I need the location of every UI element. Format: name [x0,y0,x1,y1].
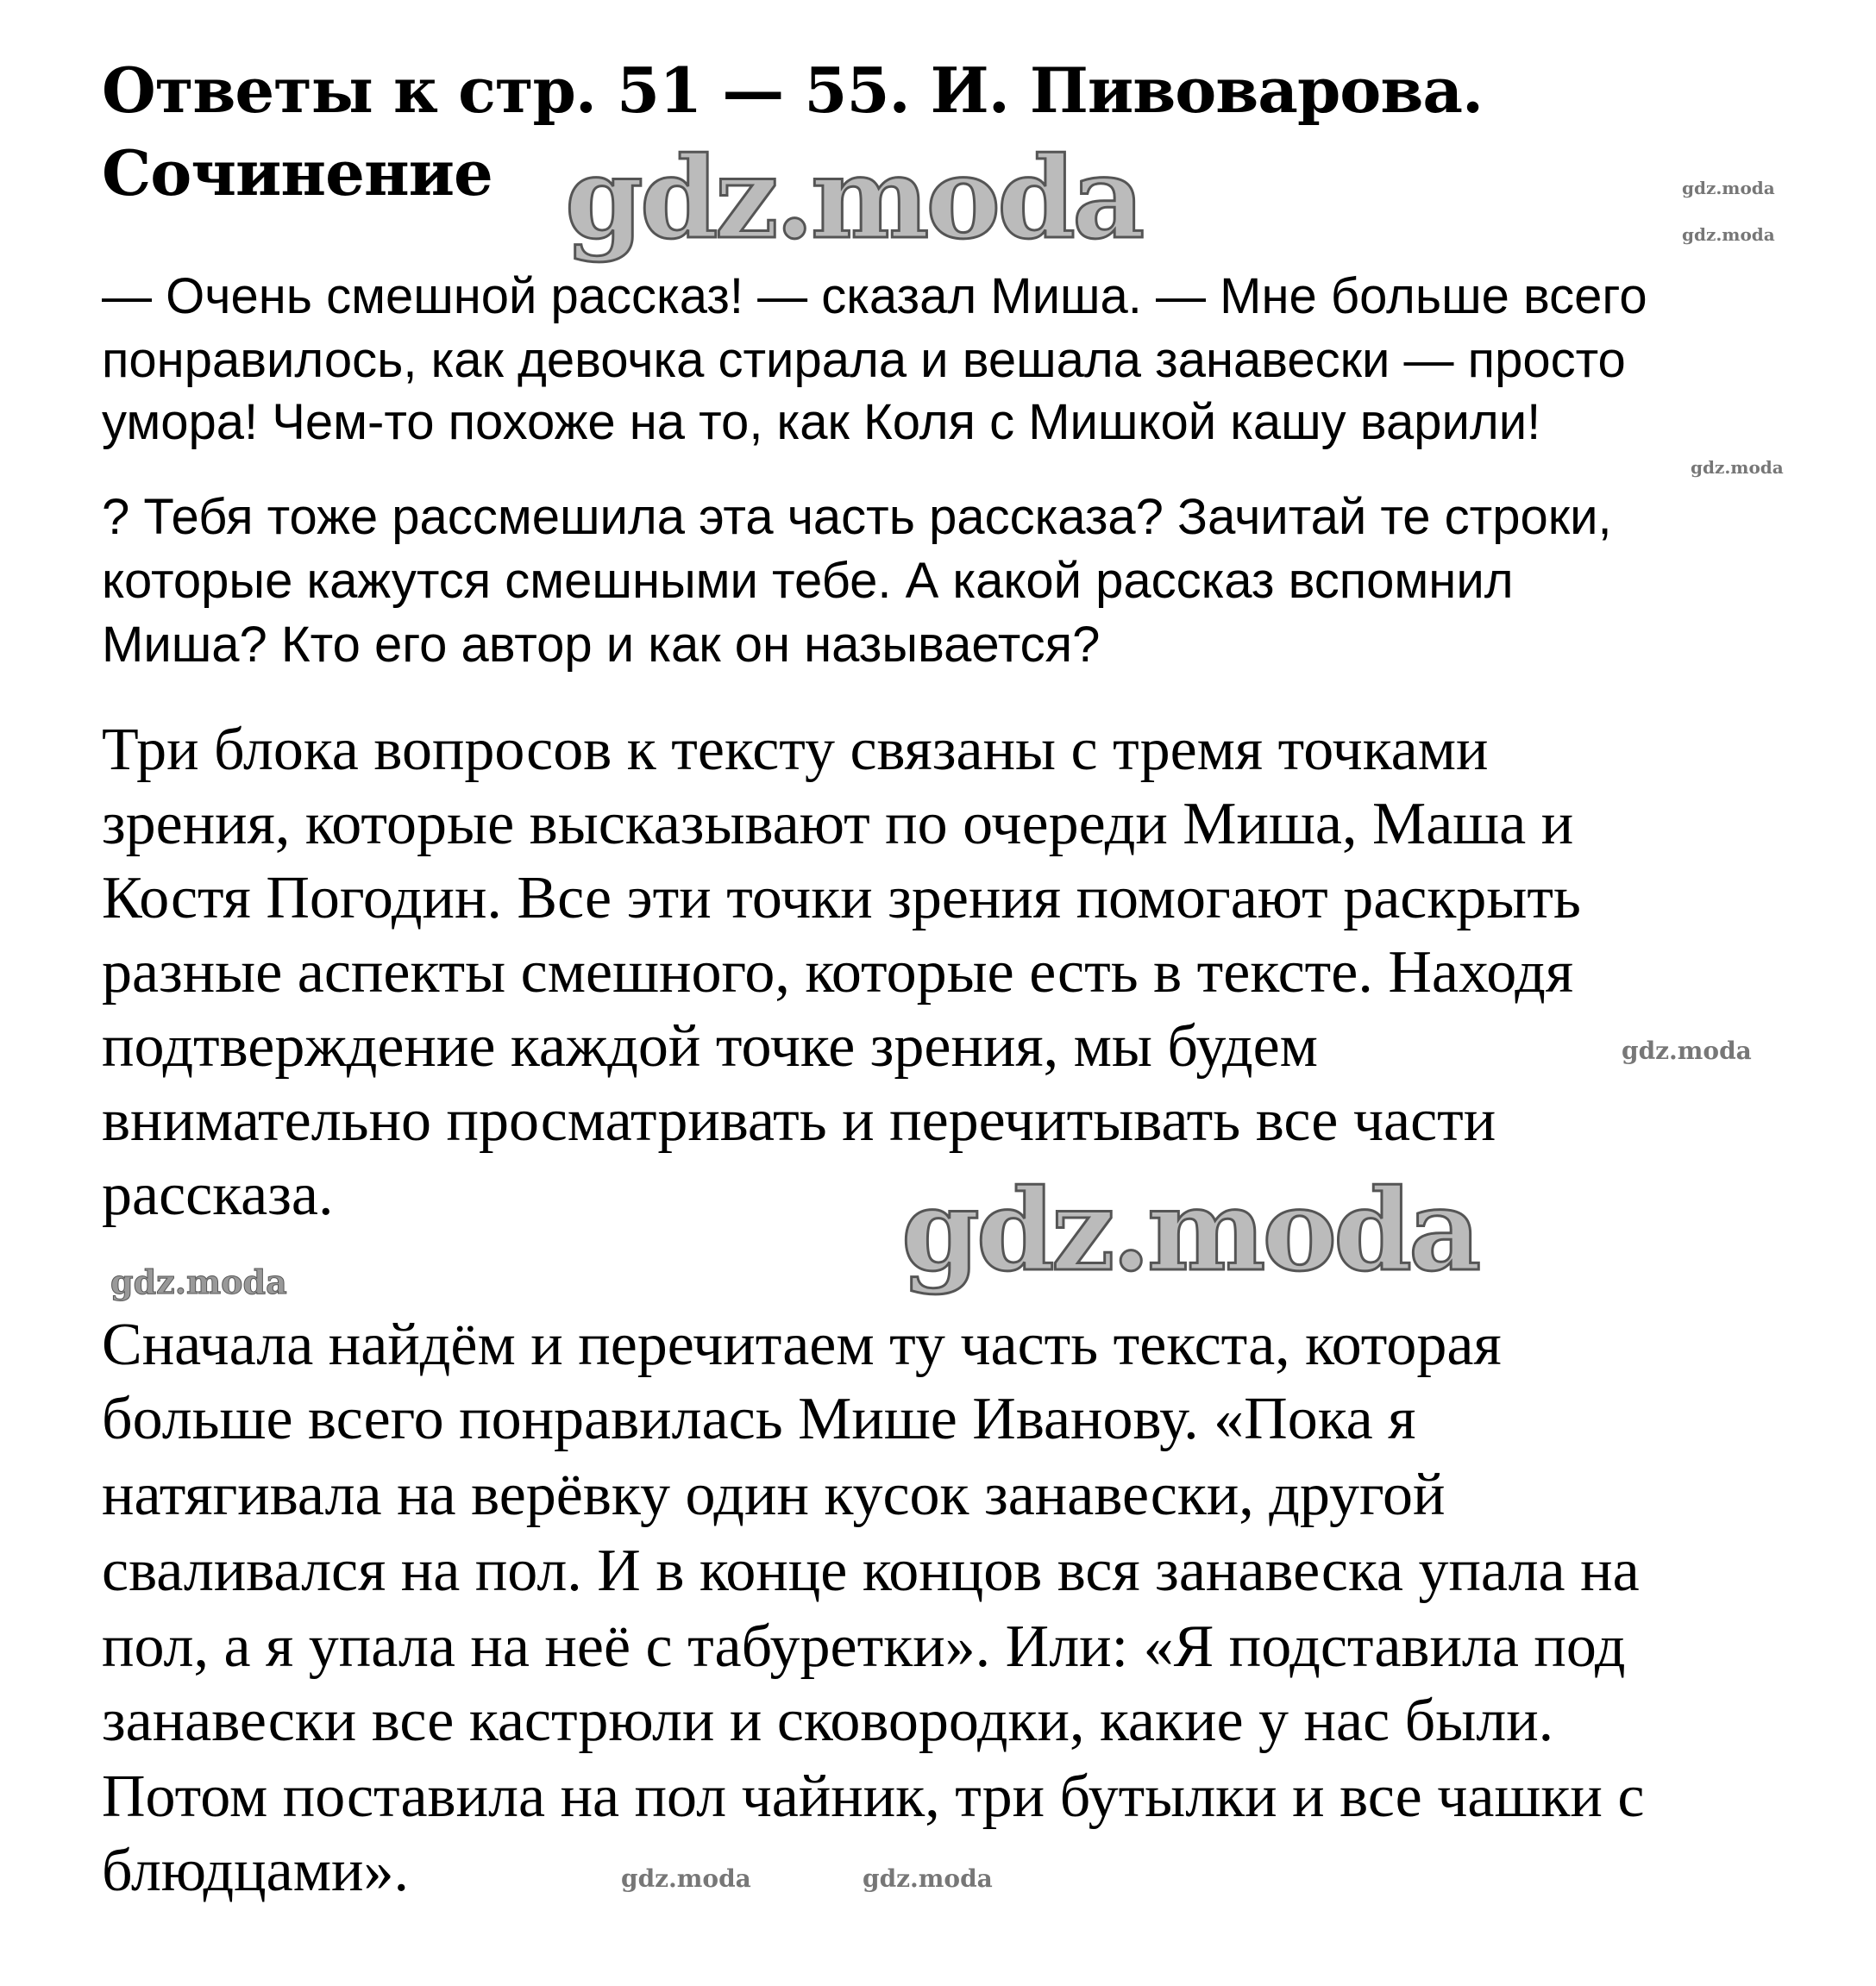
answer-line: зрения, которые высказывают по очереди Миша, Маша и [102,791,1574,857]
answer-line: больше всего понравилась Мише Иванову. «Пока я [102,1386,1416,1452]
answer-line: Костя Погодин. Все эти точки зрения помогают раскрыть [102,865,1581,931]
watermark-logo: gdz.moda [621,1864,751,1893]
question-line: Миша? Кто его автор и как он называется? [102,617,1101,673]
title-line: Сочинение [102,136,493,210]
quote-line: — Очень смешной рассказ! — сказал Миша. — Мне больше всего [102,268,1647,324]
question-line: ? Тебя тоже рассмешила эта часть рассказа? Зачитай те строки, [102,489,1612,545]
quote-line: понравилось, как девочка стирала и вешала занавески — просто [102,332,1626,388]
answer-line: Три блока вопросов к тексту связаны с тремя точками [102,717,1489,783]
answer-line: блюдцами». [102,1838,409,1904]
watermark-logo: gdz.moda [110,1262,287,1301]
answer-line: разные аспекты смешного, которые есть в тексте. Находя [102,939,1574,1006]
watermark-logo: gdz.moda [863,1864,993,1893]
title-line: Ответы к стр. 51 — 55. И. Пивоварова. [102,53,1484,127]
answer-line: натягивала на верёвку один кусок занавески, другой [102,1462,1446,1528]
watermark-logo: gdz.moda [1682,224,1775,245]
answer-line: рассказа. [102,1162,334,1228]
answer-line: внимательно просматривать и перечитывать все части [102,1087,1496,1154]
answer-line: занавески все кастрюли и сковородки, какие у нас были. [102,1688,1554,1754]
watermark-logo: gdz.moda [1622,1037,1752,1065]
watermark-logo: gdz.moda [901,1164,1478,1296]
watermark-logo: gdz.moda [1691,457,1784,478]
answer-line: подтверждение каждой точке зрения, мы будем [102,1013,1318,1080]
question-line: которые кажутся смешными тебе. А какой рассказ вспомнил [102,553,1514,609]
answer-line: Потом поставила на пол чайник, три бутылки и все чашки с [102,1764,1645,1830]
answer-line: Сначала найдём и перечитаем ту часть текста, которая [102,1312,1502,1378]
watermark-logo: gdz.moda [1682,178,1775,198]
answer-line: пол, а я упала на неё с табуретки». Или: «Я подставила под [102,1613,1626,1680]
quote-line: умора! Чем-то похоже на то, как Коля с Мишкой кашу варили! [102,394,1541,450]
answer-line: сваливался на пол. И в конце концов вся занавеска упала на [102,1538,1640,1604]
watermark-logo: gdz.moda [565,132,1142,264]
